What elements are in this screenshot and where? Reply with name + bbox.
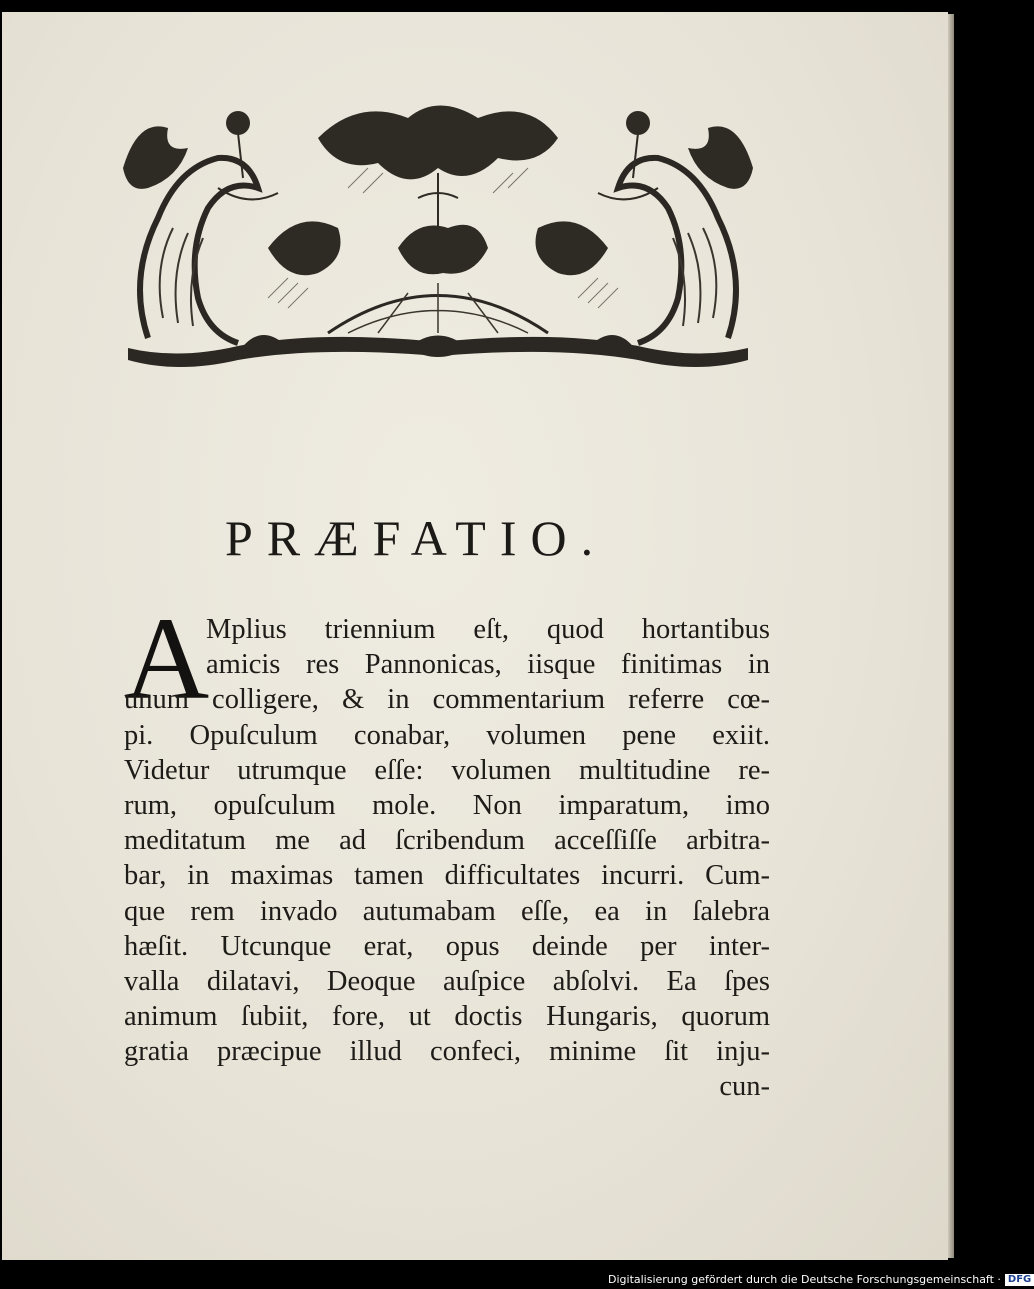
catchword: cun- [719,1071,770,1103]
text-line: pi. Opuſculum conabar, volumen pene exiit. [124,719,770,751]
drop-capital: A [124,593,210,724]
page-edge [948,14,954,1258]
text-line: hæſit. Utcunque erat, opus deinde per inter- [124,930,770,962]
text-line: gratia præcipue illud confeci, minime ſit inju- [124,1036,770,1068]
text-line: que rem invado autumabam eſſe, ea in ſalebra [124,895,770,927]
text-line: unum colligere, & in commentarium referre cœ- [124,684,770,716]
preface-text [124,612,770,1105]
text-line: rum, opuſculum mole. Non imparatum, imo [124,789,770,821]
decorative-headpiece [118,98,758,380]
dfg-logo: DFG [1005,1274,1034,1286]
text-line: animum ſubiit, fore, ut doctis Hungaris, quorum [124,1001,770,1033]
text-line: bar, in maximas tamen difficultates incurri. Cum- [124,860,770,892]
page-title: PRÆFATIO. [225,510,608,566]
text-line: amicis res Pannonicas, iisque finitimas in [206,649,770,681]
text-line: Mplius triennium eſt, quod hortantibus [206,614,770,645]
text-line: meditatum me ad ſcribendum acceſſiſſe arbitra- [124,825,770,857]
text-line: valla dilatavi, Deoque auſpice abſolvi. Ea ſpes [124,965,770,997]
text-line: Videtur utrumque eſſe: volumen multitudine re- [124,754,770,786]
credit-text: Digitalisierung gefördert durch die Deutsche Forschungsgemeinschaft · [608,1273,1001,1286]
digitization-credit [608,1272,1032,1288]
